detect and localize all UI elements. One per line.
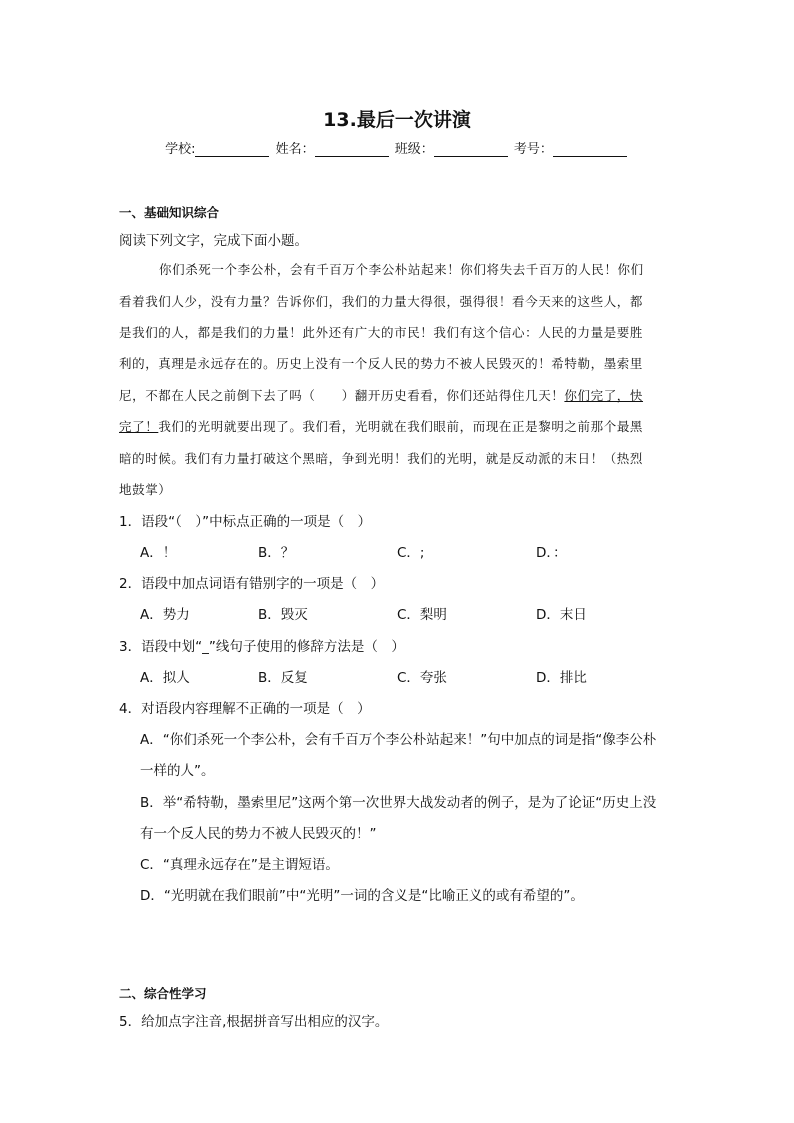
- question-1-stem: 1．语段“（ ）”中标点正确的一项是（ ）: [119, 514, 372, 530]
- q1-option-d[interactable]: D．：: [536, 545, 567, 561]
- underlined-sentence: 你们完了，快: [564, 388, 644, 403]
- passage-line: 暗的时候。我们有力量打破这个黑暗，争到光明！我们的光明，就是反动派的末日！（热烈: [119, 451, 644, 466]
- passage-line: 看着我们人少，没有力量？告诉你们，我们的力量大得很，强得很！看今天来的这些人，都: [119, 294, 644, 309]
- q3-option-d[interactable]: D．排比: [536, 670, 587, 686]
- q4-option-c[interactable]: C．“真理永远存在”是主谓短语。: [140, 857, 339, 873]
- question-4-stem: 4．对语段内容理解不正确的一项是（ ）: [119, 701, 371, 717]
- instruction: 阅读下列文字，完成下面小题。: [119, 233, 308, 249]
- underlined-sentence: 完了！: [119, 419, 159, 434]
- passage-line: 地鼓掌）: [119, 482, 172, 497]
- question-2-stem: 2．语段中加点词语有错别字的一项是（ ）: [119, 576, 385, 592]
- passage-line: [119, 417, 643, 435]
- q2-option-d[interactable]: D．末日: [536, 607, 587, 623]
- student-info-line: [0, 138, 794, 157]
- passage-line: 利的，真理是永远存在的。历史上没有一个反人民的势力不被人民毁灭的！希特勒，墨索里: [119, 356, 644, 371]
- q4-option-b-cont: 有一个反人民的势力不被人民毁灭的！”: [140, 826, 377, 842]
- q1-option-a[interactable]: A．！: [140, 545, 177, 561]
- page-title: 13.最后一次讲演: [323, 109, 471, 131]
- section2-heading: 二、综合性学习: [119, 986, 207, 1001]
- question-3-stem: 3．语段中划“_”线句子使用的修辞方法是（ ）: [119, 639, 405, 655]
- q4-option-b[interactable]: B．举“希特勒，墨索里尼”这两个第一次世界大战发动者的例子，是为了论证“历史上没: [140, 795, 657, 811]
- school-blank[interactable]: [195, 143, 269, 157]
- q2-option-c[interactable]: C．梨明: [397, 607, 447, 623]
- q3-option-c[interactable]: C．夸张: [397, 670, 447, 686]
- q1-option-b[interactable]: B．？: [258, 545, 295, 561]
- q3-option-b[interactable]: B．反复: [258, 670, 308, 686]
- q2-option-a[interactable]: A．势力: [140, 607, 190, 623]
- name-label: 姓名：: [275, 142, 315, 157]
- q4-option-a[interactable]: A．“你们杀死一个李公朴，会有千百万个李公朴站起来！”句中加点的词是指“像李公朴: [140, 732, 657, 748]
- name-blank[interactable]: [315, 143, 389, 157]
- class-blank[interactable]: [434, 143, 508, 157]
- q4-option-d[interactable]: D．“光明就在我们眼前”中“光明”一词的含义是“比喻正义的或有希望的”。: [140, 888, 584, 904]
- school-label: 学校:: [165, 142, 196, 157]
- q1-option-c[interactable]: C．;: [397, 545, 425, 561]
- passage-line: 是我们的人，都是我们的力量！此外还有广大的市民！我们有这个信心：人民的力量是要胜: [119, 325, 644, 340]
- q2-option-b[interactable]: B．毁灭: [258, 607, 308, 623]
- passage-text: 尼，不都在人民之前倒下去了吗（ ）翻开历史看看，你们还站得住几天！: [119, 388, 565, 403]
- passage-text: 我们的光明就要出现了。我们看，光明就在我们眼前，而现在正是黎明之前那个最黑: [158, 419, 644, 434]
- passage-line: 你们杀死一个李公朴，会有千百万个李公朴站起来！你们将失去千百万的人民！你们: [159, 262, 644, 277]
- question-5-stem: 5．给加点字注音,根据拼音写出相应的汉字。: [119, 1014, 389, 1030]
- exam-no-label: 考号：: [513, 142, 553, 157]
- class-label: 班级：: [394, 142, 434, 157]
- passage-line: [119, 386, 643, 404]
- q3-option-a[interactable]: A．拟人: [140, 670, 190, 686]
- exam-no-blank[interactable]: [553, 143, 627, 157]
- q4-option-a-cont: 一样的人”。: [140, 763, 215, 779]
- section1-heading: 一、基础知识综合: [119, 205, 220, 220]
